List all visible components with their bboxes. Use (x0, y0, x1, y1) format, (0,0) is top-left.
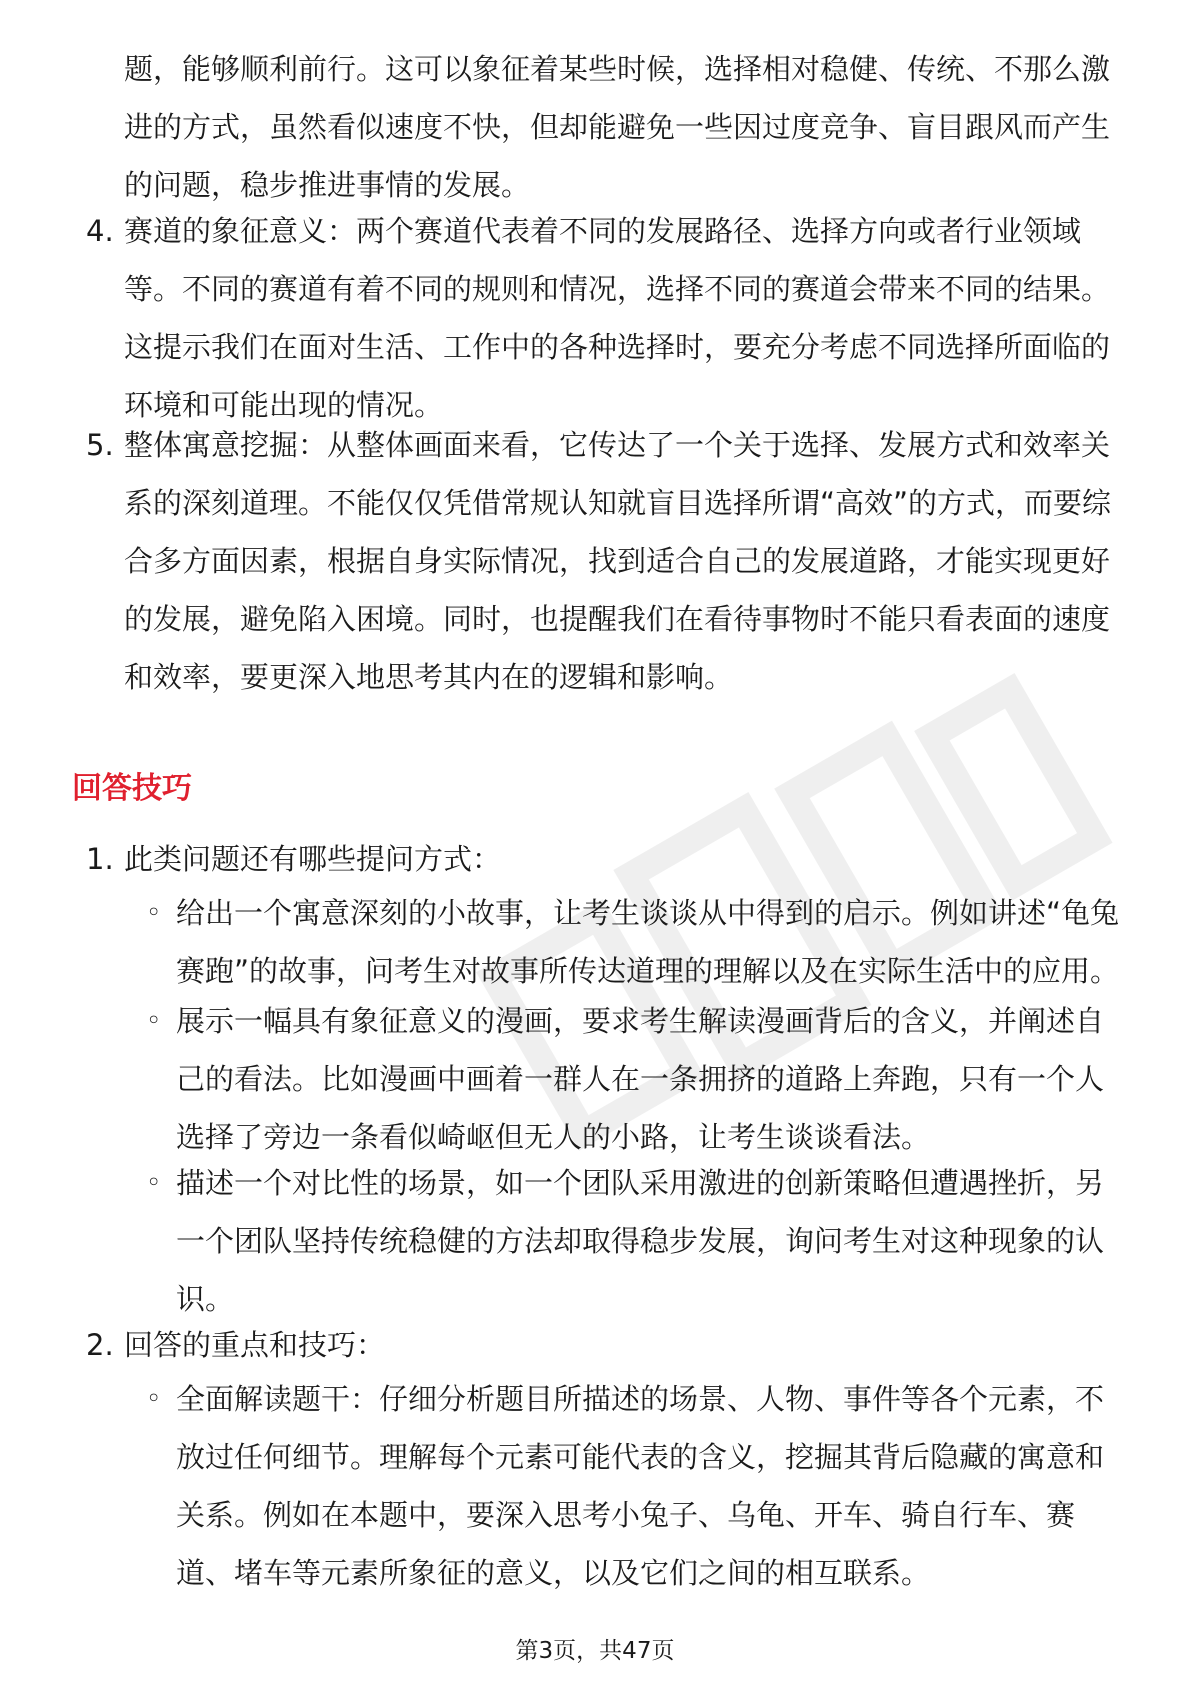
bullet-marker: ◦ (146, 1006, 162, 1036)
list-item-4-text: 赛道的象征意义：两个赛道代表着不同的发展路径、选择方向或者行业领域 等。不同的赛道有着不同的规则和情况，选择不同的赛道会带来不同的结果。 这提示我们在面对生活、工作中的各种选择时，要充分考虑不同选择所面临的 环境和可能出现的情况。 (124, 214, 1111, 422)
section-heading: 回答技巧 (72, 771, 192, 806)
tip-number-1: 1. (86, 842, 114, 876)
tip-2-title: 回答的重点和技巧： (124, 1328, 386, 1362)
tip-1-title: 此类问题还有哪些提问方式： (124, 842, 502, 876)
list-item-5-text: 整体寓意挖掘：从整体画面来看，它传达了一个关于选择、发展方式和效率关 系的深刻道理。不能仅仅凭借常规认知就盲目选择所谓“高效”的方式，而要综 合多方面因素，根据自身实际情况，找到适合自己的发展道路，才能实现更好 的发展，避免陷入困境。同时，也提醒我们在看待事物时不能只看表面的速度 和效率，要更深入地思考其内在的逻辑和影响。 (124, 428, 1112, 694)
tip-1-bullet-3: 描述一个对比性的场景，如一个团队采用激进的创新策略但遭遇挫折，另 一个团队坚持传统稳健的方法却取得稳步发展，询问考生对这种现象的认 识。 (176, 1166, 1105, 1316)
bullet-marker: ◦ (146, 1168, 162, 1198)
tip-2-bullet-1: 全面解读题干：仔细分析题目所描述的场景、人物、事件等各个元素，不 放过任何细节。理解每个元素可能代表的含义，挖掘其背后隐藏的寓意和 关系。例如在本题中，要深入思考小兔子、乌龟、开车、骑自行车、赛 道、堵车等元素所象征的意义，以及它们之间的相互联系。 (176, 1382, 1105, 1590)
list-number-4: 4. (86, 214, 114, 248)
tip-1-bullet-2: 展示一幅具有象征意义的漫画，要求考生解读漫画背后的含义，并阐述自 己的看法。比如漫画中画着一群人在一条拥挤的道路上奔跑，只有一个人 选择了旁边一条看似崎岖但无人的小路，让考生谈谈看法。 (176, 1004, 1105, 1154)
list-number-5: 5. (86, 428, 114, 462)
bullet-marker: ◦ (146, 1384, 162, 1414)
page-footer: 第3页，共47页 (515, 1638, 675, 1664)
tip-1-bullet-1: 给出一个寓意深刻的小故事，让考生谈谈从中得到的启示。例如讲述“龟兔 赛跑”的故事，问考生对故事所传达道理的理解以及在实际生活中的应用。 (176, 896, 1120, 988)
intro-continuation: 题，能够顺利前行。这可以象征着某些时候，选择相对稳健、传统、不那么激 进的方式，虽然看似速度不快，但却能避免一些因过度竞争、盲目跟风而产生 的问题，稳步推进事情的发展。 (124, 52, 1111, 202)
bullet-marker: ◦ (146, 898, 162, 928)
tip-number-2: 2. (86, 1328, 114, 1362)
